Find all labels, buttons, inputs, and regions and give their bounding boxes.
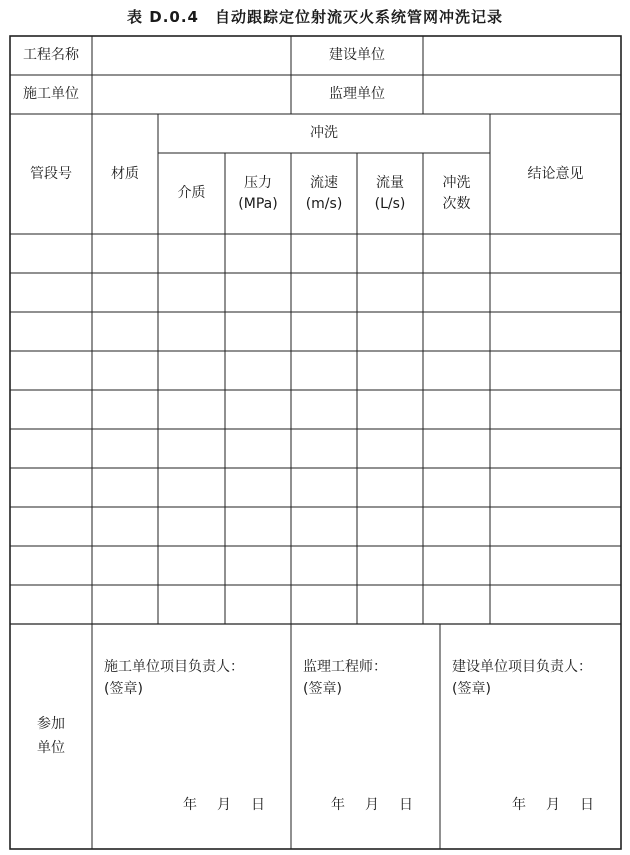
column-pressure-unit: (MPa) xyxy=(238,195,278,212)
column-velocity-label: 流速 xyxy=(309,174,338,191)
builder-unit-label: 建设单位 xyxy=(329,47,385,63)
column-times xyxy=(423,153,490,234)
builder-date xyxy=(512,794,594,814)
column-velocity-unit: (m/s) xyxy=(305,195,343,212)
column-times-line1: 冲洗 xyxy=(442,174,471,191)
participants-label-line1: 参加 xyxy=(37,715,65,732)
column-flow-unit: (L/s) xyxy=(374,195,406,212)
construction-seal: (签章) xyxy=(104,681,143,698)
column-pressure-label: 压力 xyxy=(244,174,272,191)
date-year: 年 xyxy=(512,797,526,813)
supervision-date xyxy=(331,794,413,814)
table-title: 表 D.0.4 自动跟踪定位射流灭火系统管网冲洗记录 xyxy=(127,8,503,26)
builder-lead-title: 建设单位项目负责人： xyxy=(452,659,592,675)
supervision-engineer-title: 监理工程师： xyxy=(303,659,387,675)
column-flow-label: 流量 xyxy=(375,174,404,191)
participants-label xyxy=(10,624,92,849)
supervision-signature-block xyxy=(303,656,387,701)
date-year: 年 xyxy=(331,797,345,813)
supervision-seal: (签章) xyxy=(303,681,342,698)
column-segment: 管段号 xyxy=(30,165,72,182)
construction-lead-title: 施工单位项目负责人： xyxy=(104,659,244,675)
date-month: 月 xyxy=(365,797,379,813)
column-flow xyxy=(357,153,423,234)
column-conclusion: 结论意见 xyxy=(527,165,584,182)
construction-unit-label: 施工单位 xyxy=(23,86,79,102)
column-pressure xyxy=(225,153,291,234)
construction-signature-block xyxy=(104,656,244,701)
column-times-line2: 次数 xyxy=(442,195,471,212)
builder-seal: (签章) xyxy=(452,681,491,698)
construction-date xyxy=(183,794,265,814)
participants-label-line2: 单位 xyxy=(37,739,65,756)
builder-signature-block xyxy=(452,656,592,701)
column-velocity xyxy=(291,153,357,234)
column-medium: 介质 xyxy=(177,185,206,201)
column-material: 材质 xyxy=(111,165,139,182)
date-month: 月 xyxy=(217,797,231,813)
supervision-unit-label: 监理单位 xyxy=(329,86,385,102)
project-name-label: 工程名称 xyxy=(23,47,79,63)
date-day: 日 xyxy=(580,797,594,813)
date-day: 日 xyxy=(251,797,265,813)
column-group-flush: 冲洗 xyxy=(310,125,338,141)
date-year: 年 xyxy=(183,797,197,813)
date-day: 日 xyxy=(399,797,413,813)
date-month: 月 xyxy=(546,797,560,813)
